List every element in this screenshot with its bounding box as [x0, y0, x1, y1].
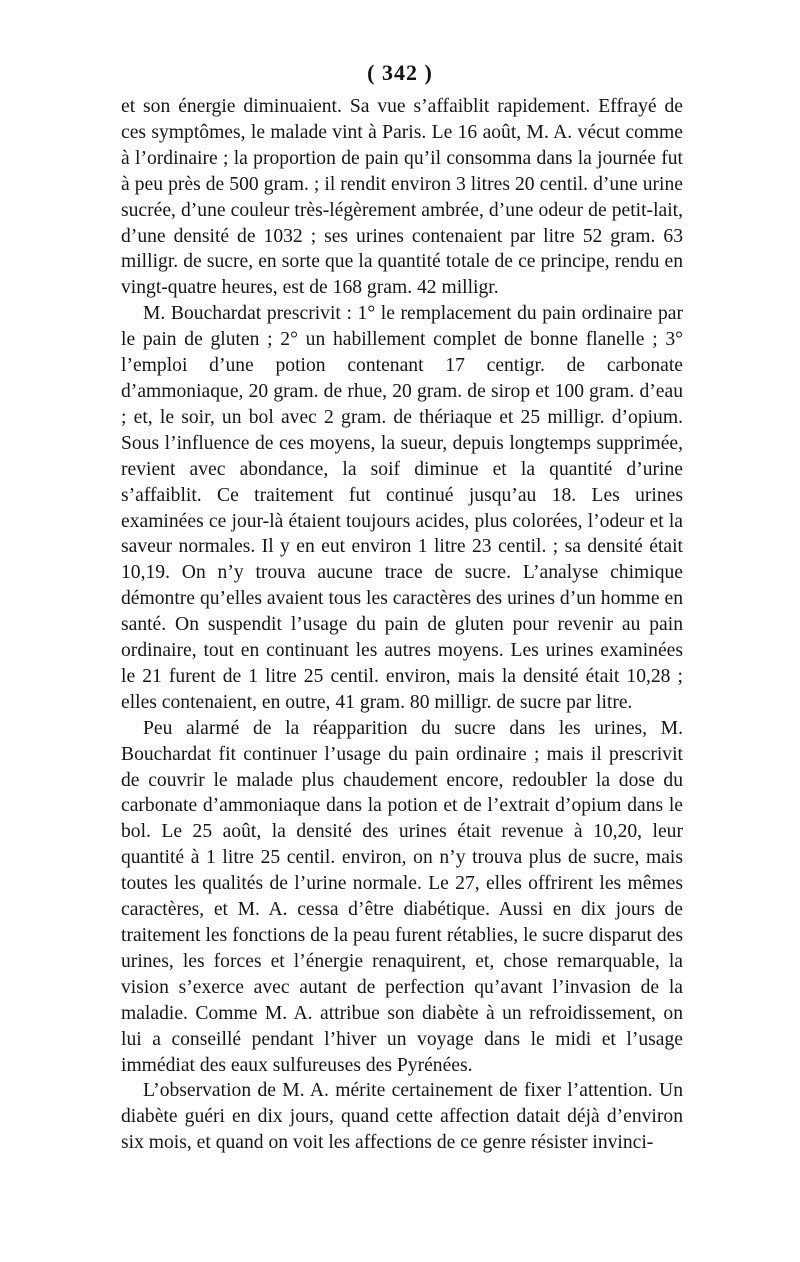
body-text — [121, 94, 683, 1156]
page-number: ( 342 ) — [367, 60, 433, 85]
paragraph-1: et son énergie diminuaient. Sa vue s’affaiblit rapidement. Effrayé de ces symptômes, le malade vint à Paris. Le 16 août, M. A. vécut comme à l’ordinaire ; la proportion de pain qu’il consomma dans la journée fut à peu près de 500 gram. ; il rendit environ 3 litres 20 centil. d’une urine sucrée, d’une couleur très-légèrement ambrée, d’une odeur de petit-lait, d’une densité de 1032 ; ses urines contenaient par litre 52 gram. 63 milligr. de sucre, en sorte que la quantité totale de ce principe, rendu en vingt-quatre heures, est de 168 gram. 42 milligr. — [121, 96, 683, 299]
paragraph-3: Peu alarmé de la réapparition du sucre dans les urines, M. Bouchardat fit continuer l’usage du pain ordinaire ; mais il prescrivit de couvrir le malade plus chaudement encore, redoubler la dose du carbonate d’ammoniaque dans la potion et de l’extrait d’opium dans le bol. Le 25 août, la densité des urines était revenue à 10,20, leur quantité à 1 litre 25 centil. environ, on n’y trouva plus de sucre, mais toutes les qualités de l’urine normale. Le 27, elles offrirent les mêmes caractères, et M. A. cessa d’être diabétique. Aussi en dix jours de traitement les fonctions de la peau furent rétablies, le sucre disparut des urines, les forces et l’énergie renaquirent, et, chose remarquable, la vision s’exerce avec autant de perfection qu’avant l’invasion de la maladie. Comme M. A. attribue son diabète à un refroidissement, on lui a conseillé pendant l’hiver un voyage dans le midi et l’usage immédiat des eaux sulfureuses des Pyrénées. — [121, 717, 683, 1076]
paragraph-4: L’observation de M. A. mérite certainement de fixer l’attention. Un diabète guéri en dix jours, quand cette affection datait déjà d’environ six mois, et quand on voit les affections de ce genre résister invinci- — [121, 1080, 683, 1154]
paragraph-2: M. Bouchardat prescrivit : 1° le remplacement du pain ordinaire par le pain de gluten ; 2° un habillement complet de bonne flanelle ; 3° l’emploi d’une potion contenant 17 centigr. de carbonate d’ammoniaque, 20 gram. de rhue, 20 gram. de sirop et 100 gram. d’eau ; et, le soir, un bol avec 2 gram. de thériaque et 25 milligr. d’opium. Sous l’influence de ces moyens, la sueur, depuis longtemps supprimée, revient avec abondance, la soif diminue et la quantité d’urine s’affaiblit. Ce traitement fut continué jusqu’au 18. Les urines examinées ce jour-là étaient toujours acides, plus colorées, l’odeur et la saveur normales. Il y en eut environ 1 litre 23 centil. ; sa densité était 10,19. On n’y trouva aucune trace de sucre. L’analyse chimique démontre qu’elles avaient tous les caractères des urines d’un homme en santé. On suspendit l’usage du pain de gluten pour revenir au pain ordinaire, tout en continuant les autres moyens. Les urines examinées le 21 furent de 1 litre 25 centil. environ, mais la densité était 10,28 ; elles contenaient, en outre, 41 gram. 80 milligr. de sucre par litre. — [121, 303, 683, 713]
